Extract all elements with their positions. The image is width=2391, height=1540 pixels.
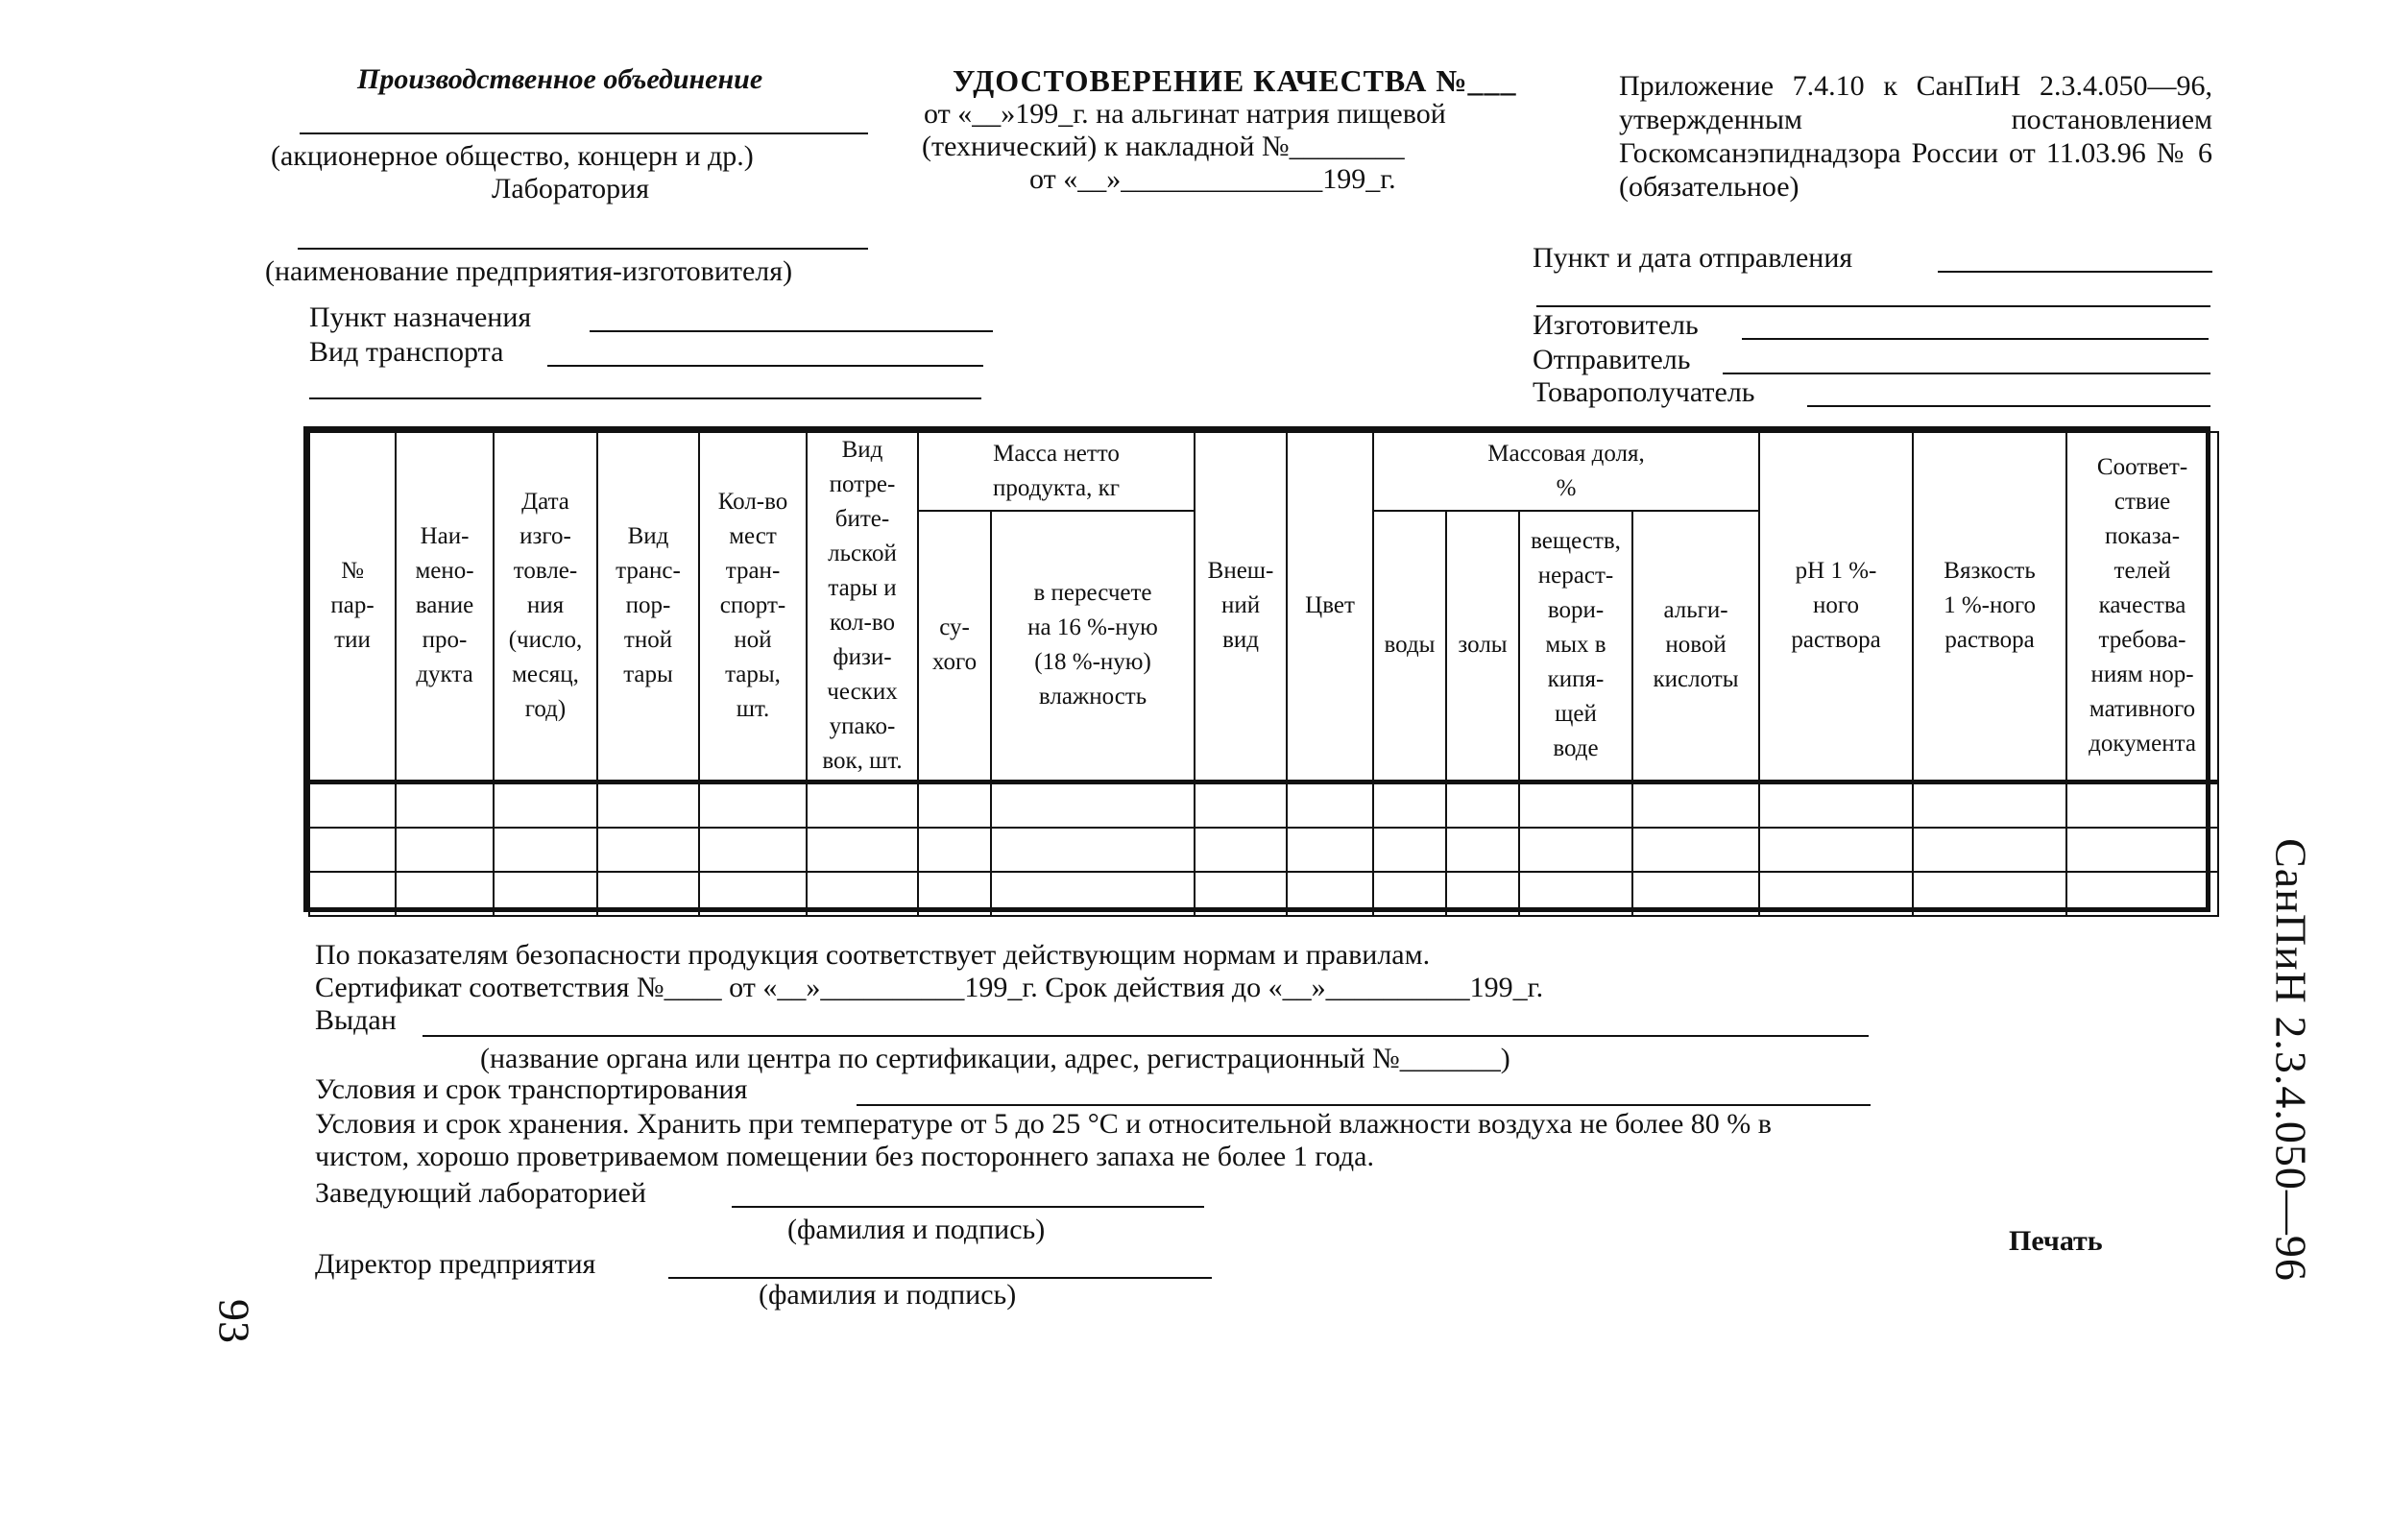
destination-label: Пункт назначения [309,301,532,333]
header-mass-fraction: Массовая доля, % [1373,432,1759,511]
lab-head-label: Заведующий лабораторией [315,1177,646,1209]
director-label: Директор предприятия [315,1248,596,1280]
transport-conditions-fill-line [857,1104,1871,1106]
transport-extra-line [309,397,981,399]
table-row [309,828,2218,872]
header-net-dry: су- хого [918,511,991,782]
sender-fill-line [1723,373,2210,374]
maker-fill-line [298,248,868,250]
manufacturer-fill-line [1742,338,2209,340]
header-party-no: № пар- тии [309,432,396,782]
header-insoluble: веществ, нераст- вори- мых в кипя- щей воде [1519,511,1632,782]
consignee-label: Товарополучатель [1533,376,1755,408]
consignee-fill-line [1807,405,2210,407]
quality-table [303,426,2210,912]
lab-head-caption: (фамилия и подпись) [787,1214,1046,1245]
header-ash: золы [1446,511,1519,782]
appendix-note: Приложение 7.4.10 к СанПиН 2.3.4.050—96, утвержденным постановлением Госкомсанэпиднадзора России от 11.03.96 № 6 (обязательное) [1619,70,2212,203]
safety-statement: По показателям безопасности продукция соответствует действующим нормам и правилам. [315,939,1431,971]
header-appearance: Внеш- ний вид [1195,432,1287,782]
director-caption: (фамилия и подпись) [759,1279,1017,1311]
storage-conditions-line-2: чистом, хорошо проветриваемом помещении без постороннего запаха не более 1 года. [315,1141,1374,1172]
issued-fill-line [423,1035,1869,1037]
destination-fill-line [590,330,993,332]
certificate-line-1: от «__»199_г. на альгинат натрия пищевой [924,98,1446,130]
sender-label: Отправитель [1533,344,1691,375]
header-color: Цвет [1287,432,1373,782]
table-row [309,872,2218,916]
header-manufacture-date: Дата изго- товле- ния (число, месяц, год) [494,432,597,782]
header-alginic: альги- новой кислоты [1632,511,1759,782]
org-caption: (акционерное общество, концерн и др.) [271,140,754,172]
header-compliance: Соответ- ствие показа- телей качества требова- ниям нор- мативного документа [2066,432,2218,782]
table-row [309,782,2218,828]
header-transport-type: Вид транс- пор- тной тары [597,432,699,782]
maker-caption: (наименование предприятия-изготовителя) [265,255,793,287]
conformity-certificate: Сертификат соответствия №____ от «__»__________199_г. Срок действия до «__»__________199_г. [315,972,1544,1003]
transport-fill-line [547,365,983,367]
issued-label: Выдан [315,1004,397,1036]
header-net-recalc: в пересчете на 16 %-ную (18 %-ную) влажность [991,511,1195,782]
side-document-code: СанПиН 2.3.4.050—96 [2266,838,2316,1282]
header-places-count: Кол-во мест тран- спорт- ной тары, шт. [699,432,807,782]
storage-conditions-line-1: Условия и срок хранения. Хранить при температуре от 5 до 25 °С и относительной влажности воздуха не более 80 % в [315,1108,1772,1140]
org-fill-line [300,132,868,134]
dispatch-extra-line [1536,305,2210,307]
lab-head-fill-line [732,1206,1204,1208]
dispatch-fill-line [1938,271,2212,273]
certificate-line-2: (технический) к накладной №________ [922,131,1405,162]
transport-label: Вид транспорта [309,336,504,368]
manufacturer-label: Изготовитель [1533,309,1699,341]
header-water: воды [1373,511,1446,782]
header-ph: pH 1 %- ного раствора [1759,432,1913,782]
page-number: 93 [209,1299,259,1343]
stamp-label: Печать [2009,1225,2103,1257]
transport-conditions-label: Условия и срок транспортирования [315,1073,748,1105]
header-net-mass: Масса нетто продукта, кг [918,432,1195,511]
org-heading: Производственное объединение [357,63,763,95]
certificate-title: УДОСТОВЕРЕНИЕ КАЧЕСТВА №___ [953,63,1517,98]
lab-heading: Лаборатория [492,173,650,205]
dispatch-label: Пункт и дата отправления [1533,242,1853,274]
header-viscosity: Вязкость 1 %-ного раствора [1913,432,2066,782]
certificate-line-3: от «__»______________199_г. [1029,163,1396,195]
issued-caption: (название органа или центра по сертификации, адрес, регистрационный №_______) [480,1043,1510,1074]
header-product-name: Наи- мено- вание про- дукта [396,432,494,782]
header-consumer-pack: Вид потре- бите- льской тары и кол-во физи- ческих упако- вок, шт. [807,432,918,782]
